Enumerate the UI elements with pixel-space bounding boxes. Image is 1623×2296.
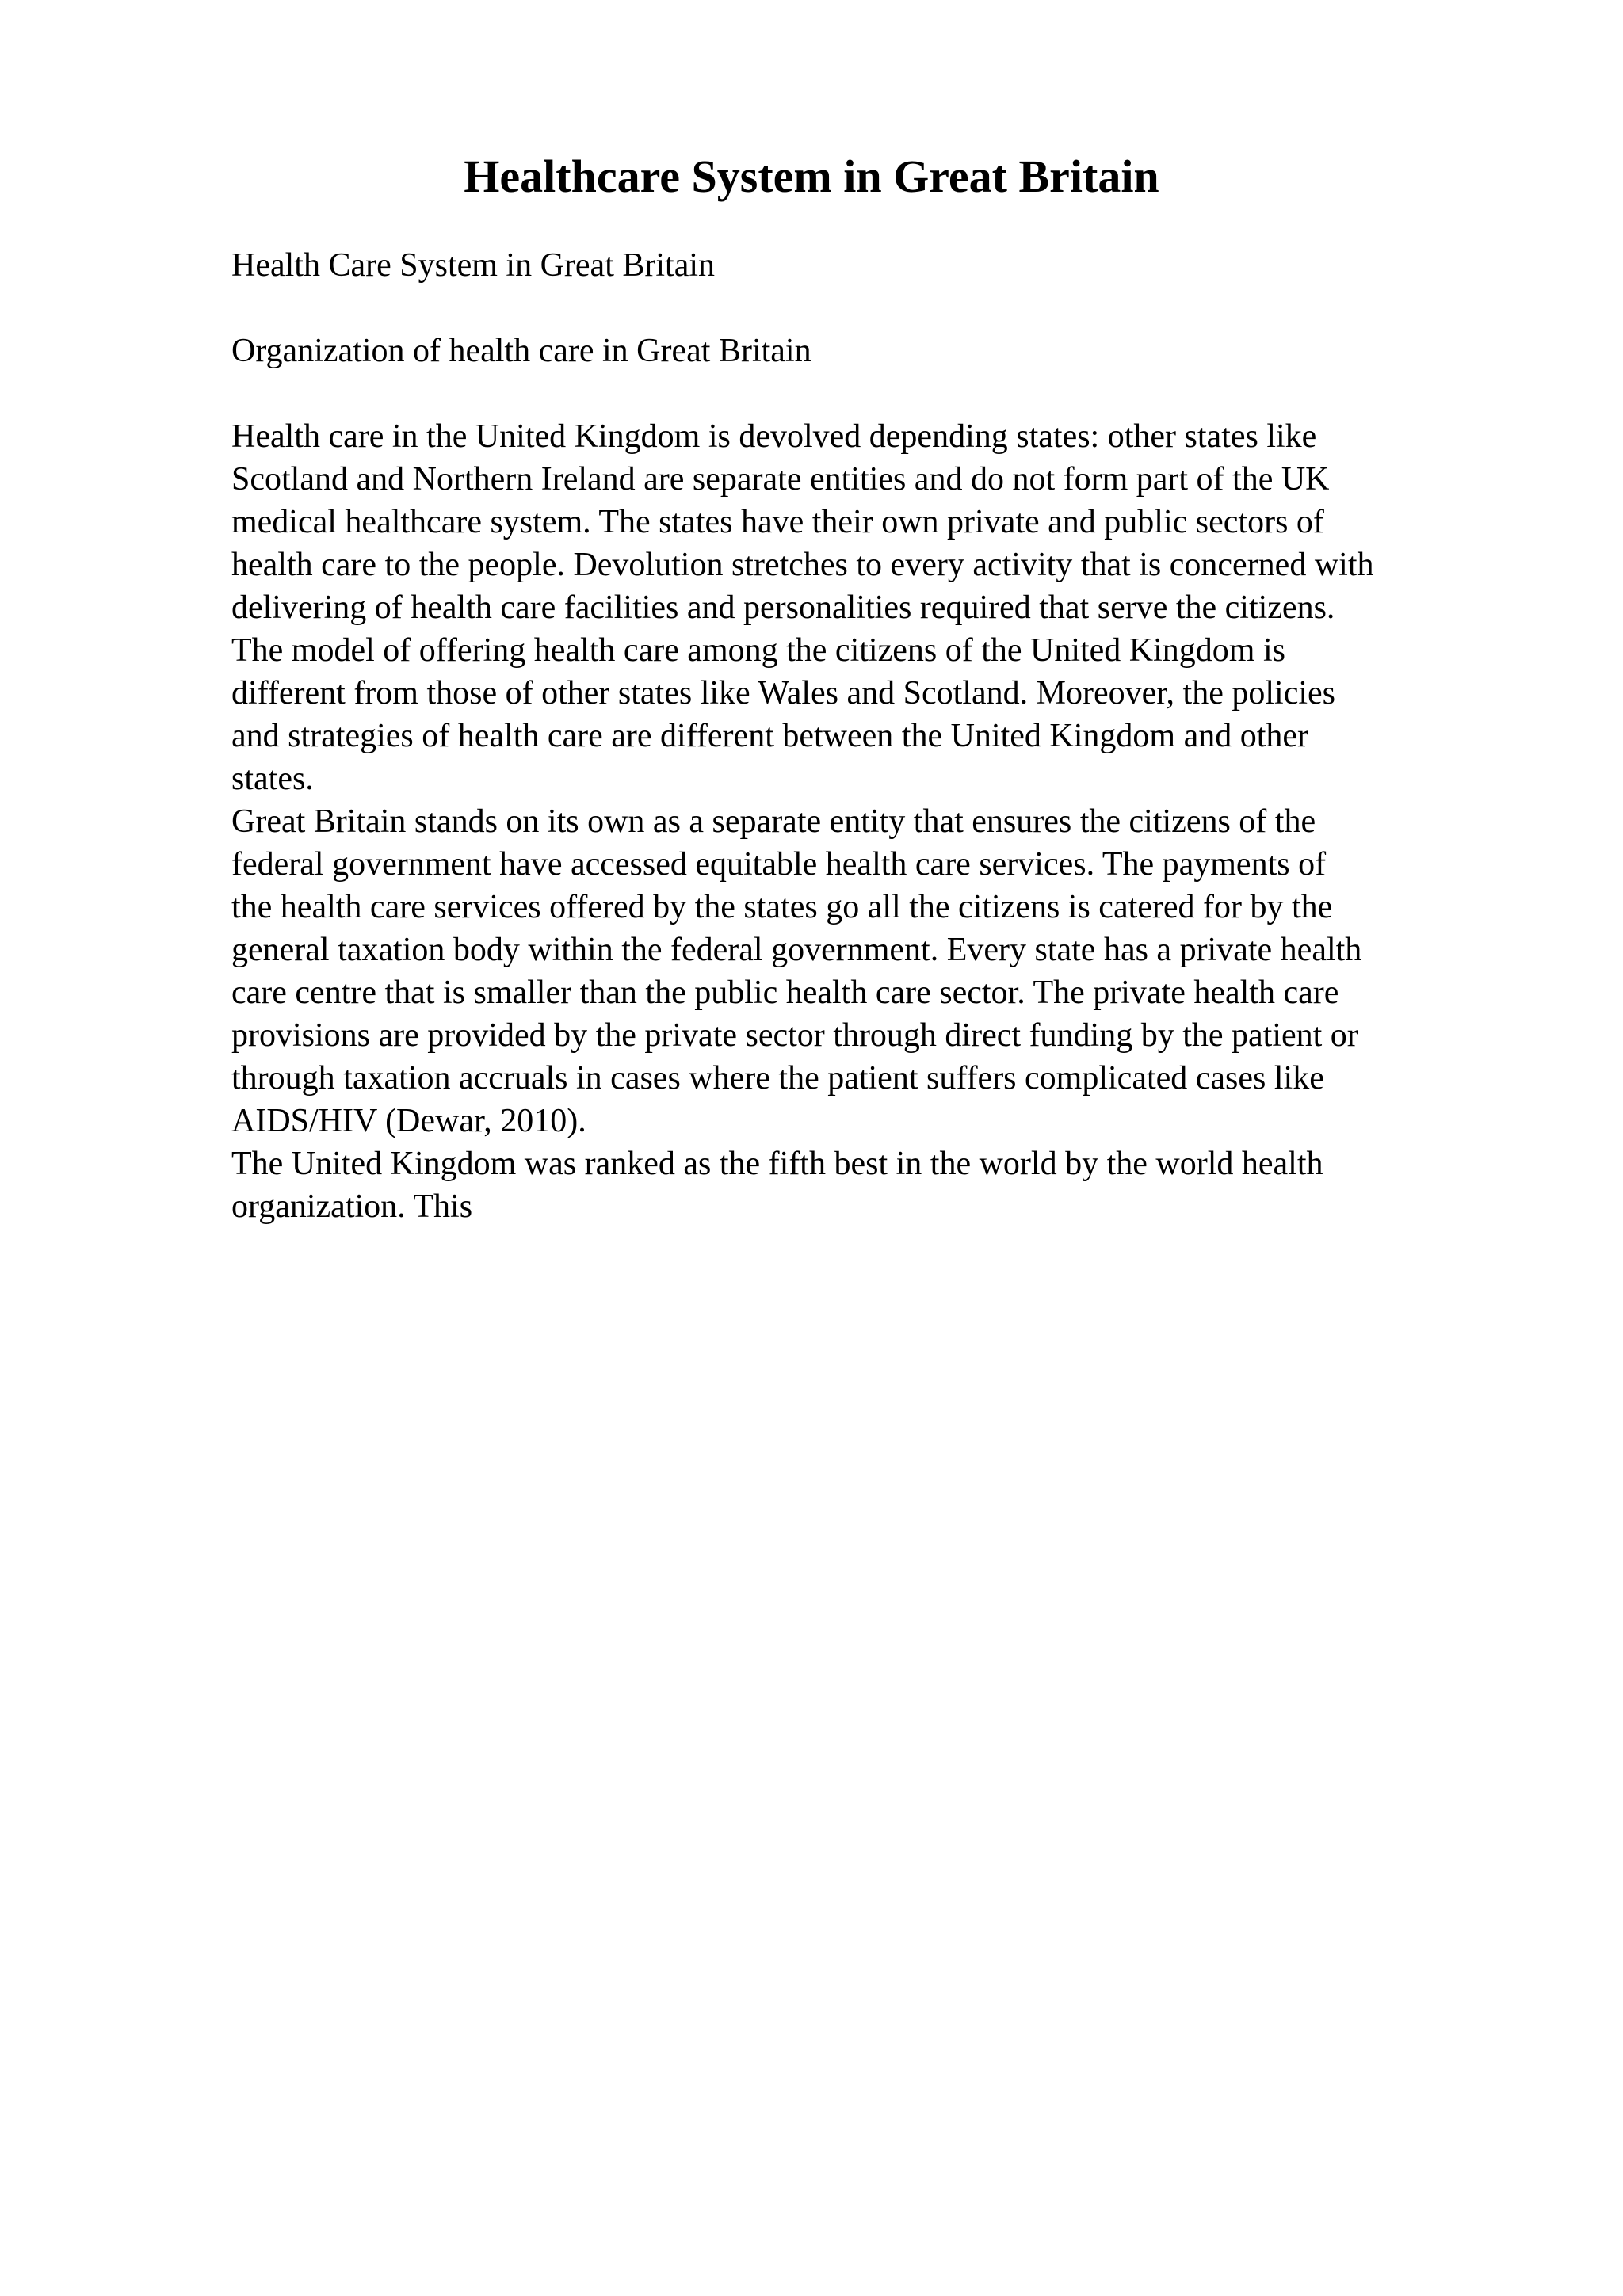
body-line: provisions are provided by the private sector through direct funding by the patient or (231, 1017, 1358, 1054)
body-line: federal government have accessed equitable health care services. The payments of (231, 846, 1327, 883)
body-line: Great Britain stands on its own as a separate entity that ensures the citizens of the (231, 803, 1316, 840)
body-line: organization. This (231, 1188, 473, 1225)
body-line: health care to the people. Devolution stretches to every activity that is concerned with (231, 547, 1374, 583)
body-line: and strategies of health care are different between the United Kingdom and other (231, 718, 1309, 754)
body-line: The model of offering health care among the citizens of the United Kingdom is (231, 632, 1285, 669)
body-line: the health care services offered by the states go all the citizens is catered for by the (231, 889, 1333, 925)
document-subtitle: Health Care System in Great Britain (231, 247, 716, 284)
body-line: delivering of health care facilities and personalities required that serve the citizens. (231, 589, 1335, 626)
body-line: care centre that is smaller than the public health care sector. The private health care (231, 974, 1339, 1011)
body-line: different from those of other states like Wales and Scotland. Moreover, the policies (231, 675, 1335, 711)
document-content (231, 244, 1531, 1228)
body-line: Health care in the United Kingdom is devolved depending states: other states like (231, 418, 1317, 455)
body-line: general taxation body within the federal government. Every state has a private health (231, 932, 1362, 968)
body-line: medical healthcare system. The states have their own private and public sectors of (231, 504, 1324, 540)
body-text (231, 415, 1531, 1228)
document-title: Healthcare System in Great Britain (464, 151, 1159, 202)
body-line: states. (231, 761, 314, 797)
body-line: Scotland and Northern Ireland are separate entities and do not form part of the UK (231, 461, 1330, 498)
body-line: AIDS/HIV (Dewar, 2010). (231, 1103, 586, 1139)
body-line: through taxation accruals in cases where the patient suffers complicated cases like (231, 1060, 1324, 1097)
body-line: The United Kingdom was ranked as the fifth best in the world by the world health (231, 1146, 1323, 1182)
section-heading: Organization of health care in Great Britain (231, 333, 812, 369)
